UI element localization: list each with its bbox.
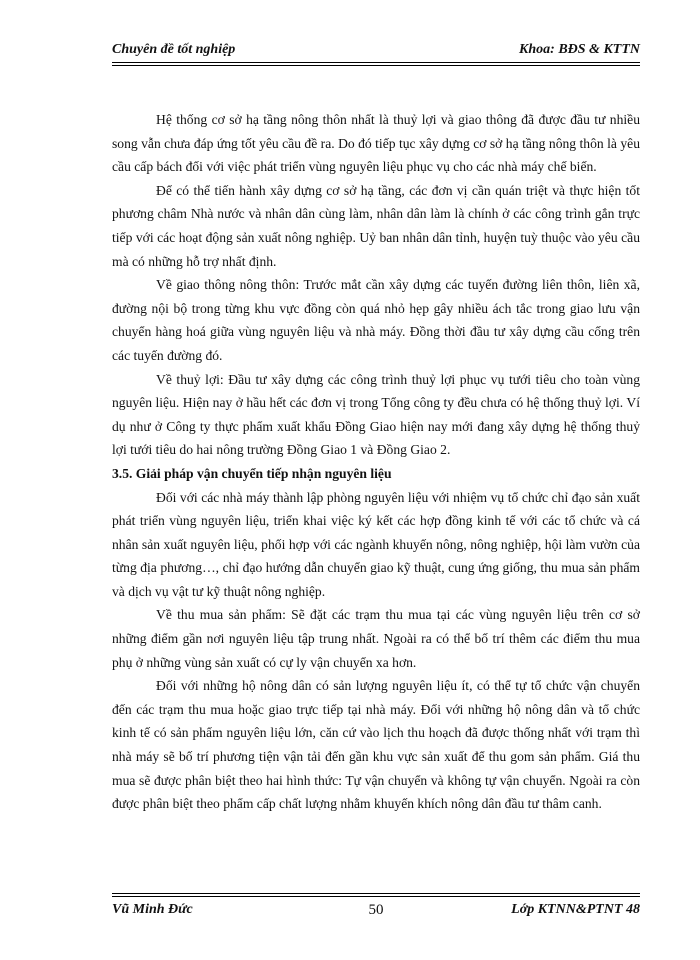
header-faculty: Khoa: BĐS & KTTN	[519, 42, 640, 57]
footer-rule	[112, 893, 640, 897]
header-rule	[112, 62, 640, 66]
page-footer	[112, 900, 640, 922]
paragraph: Về giao thông nông thôn: Trước mắt cần xây dựng các tuyến đường liên thôn, liên xã, đường nội bộ trong từng khu vực đồng còn quá nhỏ hẹp gây nhiều ách tắc trong giao lưu vận chuyển hàng hoá giữa vùng nguyên liệu và nhà máy. Đồng thời đầu tư xây dựng cầu cống trên các tuyến đường đó.	[112, 277, 640, 363]
header-title: Chuyên đề tốt nghiệp	[112, 42, 236, 57]
page-header	[112, 40, 640, 62]
paragraph: Để có thể tiến hành xây dựng cơ sở hạ tầng, các đơn vị cần quán triệt và thực hiện tốt phương châm Nhà nước và nhân dân cùng làm, nhân dân làm là chính ở các công trình gắn trực tiếp với các hoạt động sản xuất nông nghiệp. Uỷ ban nhân dân tỉnh, huyện tuỳ thuộc vào yêu cầu mà có những hỗ trợ nhất định.	[112, 182, 640, 269]
paragraph: Về thu mua sản phẩm: Sẽ đặt các trạm thu mua tại các vùng nguyên liệu trên cơ sở những điểm gần nơi nguyên liệu tập trung nhất. Ngoài ra có thể bố trí thêm các điểm thu mua phụ ở những vùng sản xuất có cự ly vận chuyển xa hơn.	[112, 607, 640, 670]
section-heading: 3.5. Giải pháp vận chuyển tiếp nhận nguyên liệu	[112, 465, 392, 481]
page-body	[112, 108, 640, 816]
footer-class: Lớp KTNN&PTNT 48	[511, 902, 640, 917]
paragraph: Về thuỷ lợi: Đầu tư xây dựng các công trình thuỷ lợi phục vụ tưới tiêu cho toàn vùng nguyên liệu. Hiện nay ở hầu hết các đơn vị trong Tổng công ty đều chưa có hệ thống thuỷ lợi. Ví dụ như ở Công ty thực phẩm xuất khẩu Đồng Giao hiện nay mới đang xây dựng hệ thống thuỷ lợi tưới tiêu do hai nông trường Đồng Giao 1 và Đồng Giao 2.	[112, 371, 640, 458]
paragraph: Đối với các nhà máy thành lập phòng nguyên liệu với nhiệm vụ tổ chức chỉ đạo sản xuất phát triển vùng nguyên liệu, triển khai việc ký kết các hợp đồng kinh tế với các tổ chức và cá nhân sản xuất nguyên liệu, phối hợp với các ngành khuyến nông, nông nghiệp, hội làm vườn của từng địa phương…, chỉ đạo hướng dẫn chuyển giao kỹ thuật, cung ứng giống, thu mua sản phẩm và dịch vụ vật tư kỹ thuật nông nghiệp.	[112, 489, 640, 599]
paragraph: Hệ thống cơ sở hạ tầng nông thôn nhất là thuỷ lợi và giao thông đã được đầu tư nhiều song vẫn chưa đáp ứng tốt yêu cầu đề ra. Do đó tiếp tục xây dựng cơ sở hạ tầng nông thôn là yêu cầu cấp bách đối với việc phát triển vùng nguyên liệu phục vụ cho các nhà máy chế biến.	[112, 112, 640, 175]
footer-author: Vũ Minh Đức	[112, 902, 193, 917]
paragraph: Đối với những hộ nông dân có sản lượng nguyên liệu ít, có thể tự tổ chức vận chuyển đến các trạm thu mua hoặc giao trực tiếp tại nhà máy. Đối với những hộ nông dân và tổ chức kinh tế có sản phẩm nguyên liệu lớn, căn cứ vào lịch thu hoạch đã được thống nhất với trạm thì nhà máy sẽ bố trí phương tiện vận tải đến gần khu vực sản xuất để thu gom sản phẩm. Giá thu mua sẽ được phân biệt theo hai hình thức: Tự vận chuyển và không tự vận chuyển. Ngoài ra còn được phân biệt theo phẩm cấp chất lượng nhằm khuyến khích nông dân đầu tư thâm canh.	[112, 678, 640, 812]
page-number: 50	[368, 902, 384, 918]
